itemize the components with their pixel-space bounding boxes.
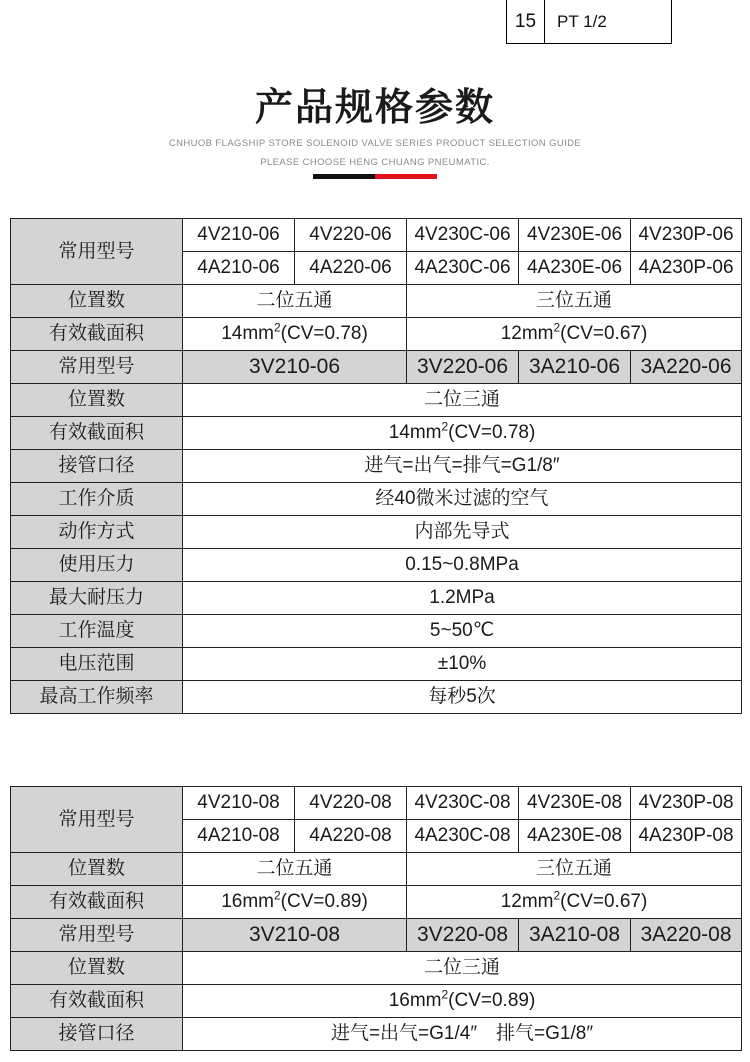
area-value: 16mm — [221, 891, 274, 912]
area-value: 12mm — [500, 891, 554, 912]
table-row — [11, 219, 742, 252]
row-value: 1.2MPa — [183, 582, 742, 615]
row-label: 工作温度 — [11, 615, 183, 648]
effective-area-right — [407, 886, 742, 919]
model-cell: 4V230P-08 — [631, 787, 742, 820]
area-value: 16mm — [388, 990, 442, 1011]
table-row — [11, 787, 742, 820]
row-label-effective-area-3way: 有效截面积 — [11, 985, 183, 1018]
table-row — [11, 549, 742, 582]
table-row — [11, 985, 742, 1018]
row-label-model: 常用型号 — [11, 787, 183, 853]
row-value: 进气=出气=排气=G1/8″ — [183, 450, 742, 483]
row-label-model: 常用型号 — [11, 219, 183, 285]
table-row — [11, 853, 742, 886]
model-cell: 4V230E-06 — [519, 219, 631, 252]
table-row — [11, 516, 742, 549]
row-value: 经40微米过滤的空气 — [183, 483, 742, 516]
row-label-model-3way: 常用型号 — [11, 919, 183, 952]
positions-3way-value: 二位三通 — [183, 952, 742, 985]
row-label-effective-area: 有效截面积 — [11, 318, 183, 351]
area-exponent: 2 — [441, 987, 449, 1002]
model-cell: 4A230E-06 — [519, 252, 631, 285]
model-cell: 4A230E-08 — [519, 820, 631, 853]
positions-right-value: 三位五通 — [407, 853, 742, 886]
row-value-port: 进气=出气=G1/4″ 排气=G1/8″ — [183, 1018, 742, 1051]
effective-area-right — [407, 318, 742, 351]
table-row — [11, 648, 742, 681]
table-row — [11, 318, 742, 351]
model-cell: 3A220-08 — [631, 919, 742, 952]
model-cell: 4A210-06 — [183, 252, 295, 285]
model-cell: 4A220-06 — [295, 252, 407, 285]
table-row — [11, 615, 742, 648]
area-cv: (CV=0.89) — [280, 891, 368, 912]
table-row — [11, 483, 742, 516]
table-row — [11, 681, 742, 714]
table-row — [11, 582, 742, 615]
area-value: 12mm — [500, 323, 554, 344]
positions-left-value: 二位五通 — [183, 853, 407, 886]
model-cell: 4V230C-06 — [407, 219, 519, 252]
row-label-positions: 位置数 — [11, 853, 183, 886]
table-row — [11, 351, 742, 384]
model-cell: 4V230P-06 — [631, 219, 742, 252]
title-rule — [0, 174, 750, 179]
table-row — [11, 1018, 742, 1051]
top-partial-table — [506, 0, 672, 44]
row-value: 0.15~0.8MPa — [183, 549, 742, 582]
area-exponent: 2 — [441, 419, 449, 434]
model-cell: 3V210-06 — [183, 351, 407, 384]
row-label-effective-area: 有效截面积 — [11, 886, 183, 919]
model-cell: 3A220-06 — [631, 351, 742, 384]
page-title: 产品规格参数 — [254, 87, 495, 129]
row-label: 最大耐压力 — [11, 582, 183, 615]
effective-area-left — [183, 318, 407, 351]
row-label-port: 接管口径 — [11, 1018, 183, 1051]
table-row — [11, 919, 742, 952]
row-label-effective-area-3way: 有效截面积 — [11, 417, 183, 450]
rule-red-segment — [375, 174, 437, 179]
effective-area-left — [183, 886, 407, 919]
spec-table-08-series — [10, 786, 742, 1051]
positions-3way-value: 二位三通 — [183, 384, 742, 417]
row-value: 内部先导式 — [183, 516, 742, 549]
model-cell: 4V220-08 — [295, 787, 407, 820]
model-cell: 3V210-08 — [183, 919, 407, 952]
area-cv: (CV=0.78) — [448, 422, 536, 443]
row-label: 最高工作频率 — [11, 681, 183, 714]
effective-area-3way — [183, 417, 742, 450]
table-row — [11, 384, 742, 417]
area-cv: (CV=0.89) — [448, 990, 536, 1011]
model-cell: 4A230P-08 — [631, 820, 742, 853]
row-value: 每秒5次 — [183, 681, 742, 714]
row-label: 使用压力 — [11, 549, 183, 582]
model-cell: 4V230E-08 — [519, 787, 631, 820]
model-cell: 4V210-06 — [183, 219, 295, 252]
spec-table-06-series — [10, 218, 742, 714]
row-label: 电压范围 — [11, 648, 183, 681]
area-cv: (CV=0.67) — [560, 323, 648, 344]
row-label-positions-3way: 位置数 — [11, 384, 183, 417]
area-exponent: 2 — [273, 320, 281, 335]
positions-right-value: 三位五通 — [407, 285, 742, 318]
model-cell: 4V210-08 — [183, 787, 295, 820]
row-value: ±10% — [183, 648, 742, 681]
area-exponent: 2 — [553, 320, 561, 335]
row-label-model-3way: 常用型号 — [11, 351, 183, 384]
table-row — [11, 450, 742, 483]
model-cell: 3A210-08 — [519, 919, 631, 952]
rule-black-segment — [313, 174, 375, 179]
model-cell: 4A230P-06 — [631, 252, 742, 285]
model-cell: 4V230C-08 — [407, 787, 519, 820]
row-label-positions-3way: 位置数 — [11, 952, 183, 985]
model-cell: 4A210-08 — [183, 820, 295, 853]
model-cell: 4A220-08 — [295, 820, 407, 853]
top-row-value: PT 1/2 — [557, 11, 607, 31]
area-value: 14mm — [388, 422, 442, 443]
area-exponent: 2 — [273, 888, 281, 903]
table-row — [11, 285, 742, 318]
top-row-number: 15 — [507, 0, 545, 43]
model-cell: 4V220-06 — [295, 219, 407, 252]
model-cell: 3V220-08 — [407, 919, 519, 952]
row-value: 5~50℃ — [183, 615, 742, 648]
subtitle-line-1: CNHUOB FLAGSHIP STORE SOLENOID VALVE SERIES PRODUCT SELECTION GUIDE — [168, 138, 582, 149]
model-cell: 3A210-06 — [519, 351, 631, 384]
row-label: 接管口径 — [11, 450, 183, 483]
positions-left-value: 二位五通 — [183, 285, 407, 318]
model-cell: 4A230C-08 — [407, 820, 519, 853]
subtitle-line-2: PLEASE CHOOSE HENG CHUANG PNEUMATIC. — [260, 157, 490, 168]
table-row — [11, 417, 742, 450]
area-cv: (CV=0.78) — [280, 323, 368, 344]
area-cv: (CV=0.67) — [560, 891, 648, 912]
effective-area-3way — [183, 985, 742, 1018]
row-label: 工作介质 — [11, 483, 183, 516]
title-block — [0, 85, 750, 179]
area-exponent: 2 — [553, 888, 561, 903]
row-label-positions: 位置数 — [11, 285, 183, 318]
area-value: 14mm — [221, 323, 274, 344]
table-row — [11, 952, 742, 985]
row-label: 动作方式 — [11, 516, 183, 549]
model-cell: 4A230C-06 — [407, 252, 519, 285]
model-cell: 3V220-06 — [407, 351, 519, 384]
table-row — [11, 886, 742, 919]
